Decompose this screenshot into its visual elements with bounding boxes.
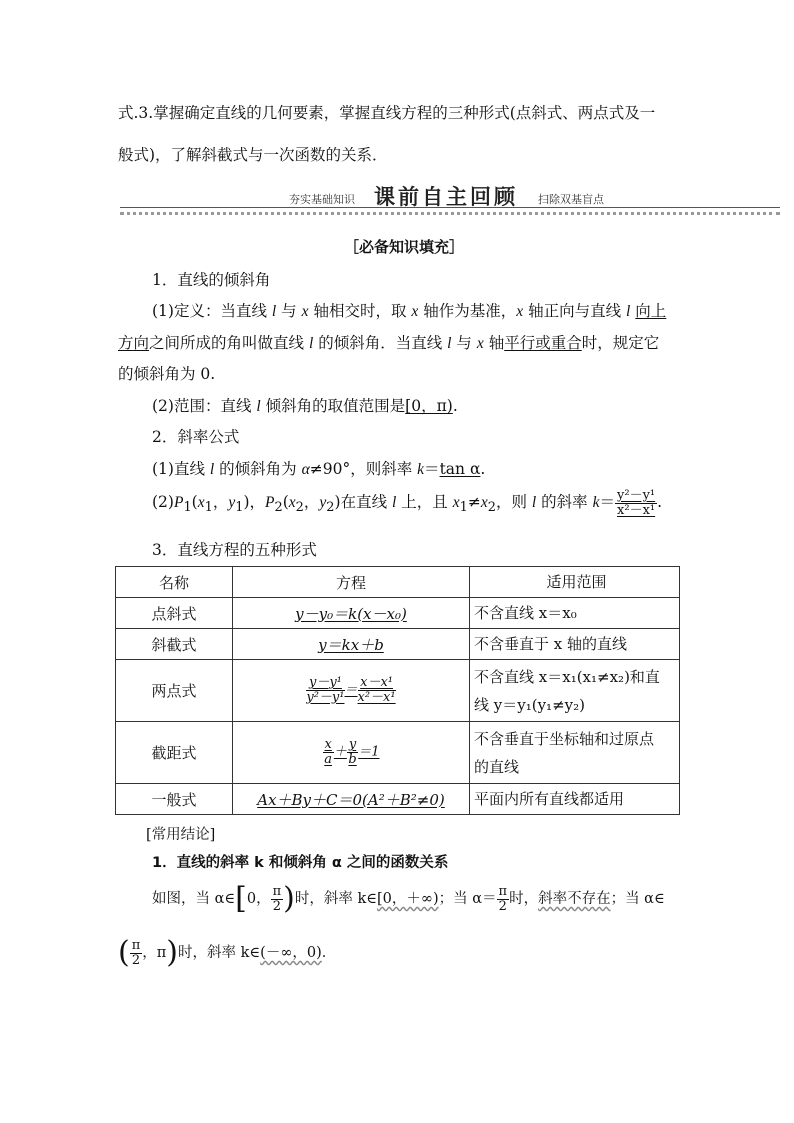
blank-upward: 向上 [635,302,667,320]
banner-title: 课前自主回顾 [374,185,518,209]
heading-slope-formula: 2．斜率公式 [152,428,240,446]
table-row: 两点式 $\frac{\text{y－y¹}}{\text{y²－y¹}}$ ＝ $\frac{\text{x－x¹}}{\text{x²－x¹}}$ 不含直线 x＝x₁(x₁≠x₂)和直 线 y＝y₁(y₁≠y₂) [116,660,680,722]
table-row: 一般式 Ax＋By＋C＝0(A²＋B²≠0) 平面内所有直线都适用 [116,784,680,815]
range-line: (2)范围：直线 l 倾斜角的取值范围是[0，π). [152,397,458,415]
conclusion-line-1: 如图，当 α∈[0， $\frac{\pi}{2}$ )时，斜率 k∈[0，＋∞)；当 α＝ $\frac{\pi}{2}$ 时，斜率不存在；当 α∈ [152,881,665,916]
conclusion-line-2: ( $\frac{\pi}{2}$ ，π)时，斜率 k∈(－∞，0)． [118,935,337,970]
intro-line-1: 式.3.掌握确定直线的几何要素，掌握直线方程的三种形式(点斜式、两点式及一 [118,104,656,122]
blank-positive-slope: [0，＋∞) [377,891,439,907]
banner-left-text: 夯实基础知识 [289,193,355,206]
banner-rule-top [120,207,780,208]
table-row: 斜截式 y＝kx＋b 不含垂直于 x 轴的直线 [116,629,680,660]
blank-parallel: 平行或重合 [504,334,582,352]
definition-line-3: 的倾斜角为 0. [118,365,216,383]
heading-five-forms: 3．直线方程的五种形式 [152,541,317,559]
blank-tan: tan α [439,460,481,478]
header-name: 名称 [116,567,233,598]
blank-negative-slope: (－∞，0) [260,945,322,961]
blank-direction: 方向 [118,334,150,352]
slope-formula-1: (1)直线 l 的倾斜角为 α≠90°，则斜率 k＝tan α. [152,460,486,478]
conclusion-label: [常用结论] [146,827,216,843]
header-scope: 适用范围 [470,567,680,598]
blank-range: [0，π) [405,397,453,415]
intro-line-2: 般式)，了解斜截式与一次函数的关系． [118,146,388,164]
line-equation-table [115,566,680,815]
slope-formula-2: $(2)P_1(x_1$，$y_1$)，$P_2(x_2$，$y_2$)在直线 l 上，且 $x_1\ne x_2$，则 l 的斜率 k＝ $\frac{\text{y²－y¹}}{\text{x²－x¹}}$ . [152,488,663,518]
table-header-row [116,567,680,598]
section-title: ［必备知识填充］ [344,238,465,256]
slope-fraction: $\frac{\text{y²－y¹}}{\text{x²－x¹}}$ [617,488,656,518]
table-row: 截距式 $\frac{x}{a}$ ＋ $\frac{y}{b}$ ＝1 不含垂直于坐标轴和过原点 的直线 [116,722,680,784]
conclusion-heading: 1．直线的斜率 k 和倾斜角 α 之间的函数关系 [152,855,449,871]
definition-line-2: 方向之间所成的角叫做直线 l 的倾斜角．当直线 l 与 x 轴平行或重合时，规定它 [118,334,660,352]
table-row: 点斜式 y－y₀＝k(x－x₀) 不含直线 x＝x₀ [116,598,680,629]
header-equation: 方程 [233,567,470,598]
banner-rule-dotted [120,212,780,215]
definition-line-1: (1)定义：当直线 l 与 x 轴相交时，取 x 轴作为基准，x 轴正向与直线 l 向上 [152,302,667,320]
blank-no-slope: 斜率不存在 [538,891,611,907]
banner-right-text: 扫除双基盲点 [538,193,604,206]
heading-inclination: 1．直线的倾斜角 [152,271,271,289]
